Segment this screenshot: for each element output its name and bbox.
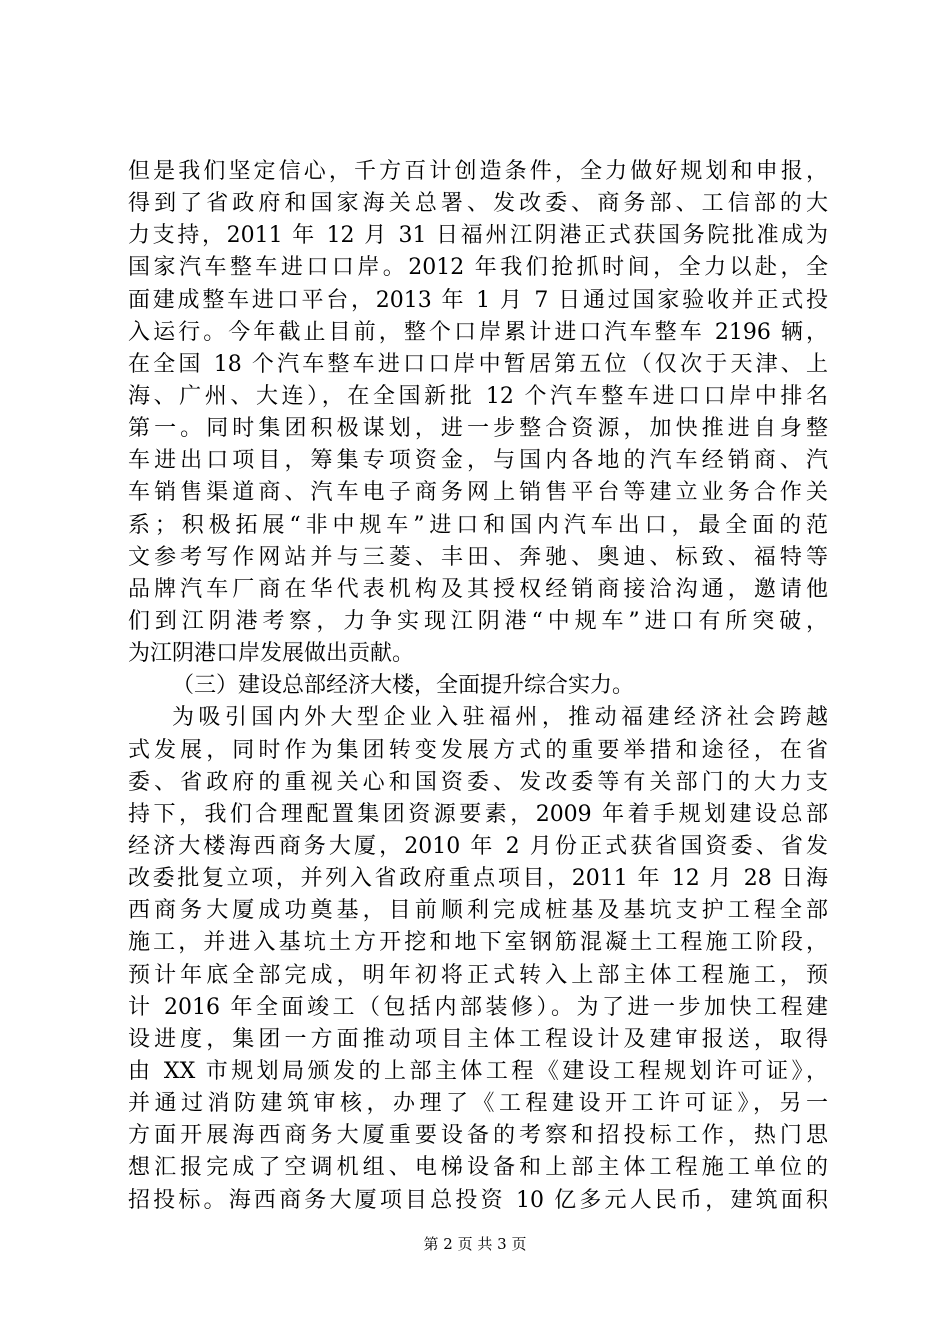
text-line: 招投标。海西商务大厦项目总投资 10 亿多元人民币，建筑面积 (128, 1187, 828, 1213)
text-line: 预计年底全部完成，明年初将正式转入上部主体工程施工，预 (128, 962, 828, 988)
text-line: 西商务大厦成功奠基，目前顺利完成桩基及基坑支护工程全部 (128, 898, 828, 924)
page-footer: 第 2 页 共 3 页 (423, 1235, 527, 1253)
text-line: 第一。同时集团积极谋划，进一步整合资源，加快推进自身整 (128, 416, 828, 442)
text-line: 式发展，同时作为集团转变发展方式的重要举措和途径，在省 (128, 737, 828, 763)
text-line: 在全国 18 个汽车整车进口口岸中暂居第五位（仅次于天津、上 (128, 351, 828, 377)
text-line: 国家汽车整车进口口岸。2012 年我们抢抓时间，全力以赴，全 (128, 255, 828, 281)
text-line: 改委批复立项，并列入省政府重点项目，2011 年 12 月 28 日海 (128, 866, 828, 892)
text-line: 计 2016 年全面竣工（包括内部装修）。为了进一步加快工程建 (128, 994, 828, 1020)
body-text (128, 156, 828, 1217)
text-line: 入运行。今年截止目前，整个口岸累计进口汽车整车 2196 辆， (128, 319, 828, 345)
text-line: 设进度，集团一方面推动项目主体工程设计及建审报送，取得 (128, 1026, 828, 1052)
text-line: 品牌汽车厂商在华代表机构及其授权经销商接洽沟通，邀请他 (128, 576, 828, 602)
text-line: 力支持，2011 年 12 月 31 日福州江阴港正式获国务院批准成为 (128, 223, 828, 249)
text-line: 面建成整车进口平台，2013 年 1 月 7 日通过国家验收并正式投 (128, 287, 828, 313)
text-line: 并通过消防建筑审核，办理了《工程建设开工许可证》，另一 (128, 1091, 828, 1117)
text-line: 由 XX 市规划局颁发的上部主体工程《建设工程规划许可证》， (128, 1058, 828, 1084)
text-line: 但是我们坚定信心，千方百计创造条件，全力做好规划和申报， (128, 159, 828, 184)
text-line: 系；积极拓展“非中规车”进口和国内汽车出口，最全面的范 (128, 512, 828, 538)
text-line: 委、省政府的重视关心和国资委、发改委等有关部门的大力支 (128, 769, 828, 795)
text-line: （三）建设总部经济大楼，全面提升综合实力。 (172, 673, 635, 699)
text-line: 施工，并进入基坑土方开挖和地下室钢筋混凝土工程施工阶段， (128, 930, 828, 956)
text-line: 经济大楼海西商务大厦，2010 年 2 月份正式获省国资委、省发 (128, 833, 828, 859)
text-line: 海、广州、大连），在全国新批 12 个汽车整车进口口岸中排名 (128, 383, 828, 409)
text-line: 方面开展海西商务大厦重要设备的考察和招投标工作，热门思 (128, 1123, 828, 1149)
text-line: 想汇报完成了空调机组、电梯设备和上部主体工程施工单位的 (128, 1155, 828, 1181)
text-line: 为吸引国内外大型企业入驻福州，推动福建经济社会跨越 (172, 705, 828, 731)
text-line: 们到江阴港考察，力争实现江阴港“中规车”进口有所突破， (128, 608, 828, 634)
text-line: 文参考写作网站并与三菱、丰田、奔驰、奥迪、标致、福特等 (128, 544, 828, 570)
text-line: 车销售渠道商、汽车电子商务网上销售平台等建立业务合作关 (128, 480, 828, 506)
text-line: 车进出口项目，筹集专项资金，与国内各地的汽车经销商、汽 (128, 448, 828, 474)
text-line: 为江阴港口岸发展做出贡献。 (128, 641, 415, 667)
text-line: 得到了省政府和国家海关总署、发改委、商务部、工信部的大 (128, 191, 828, 217)
text-line: 持下，我们合理配置集团资源要素，2009 年着手规划建设总部 (128, 801, 828, 827)
